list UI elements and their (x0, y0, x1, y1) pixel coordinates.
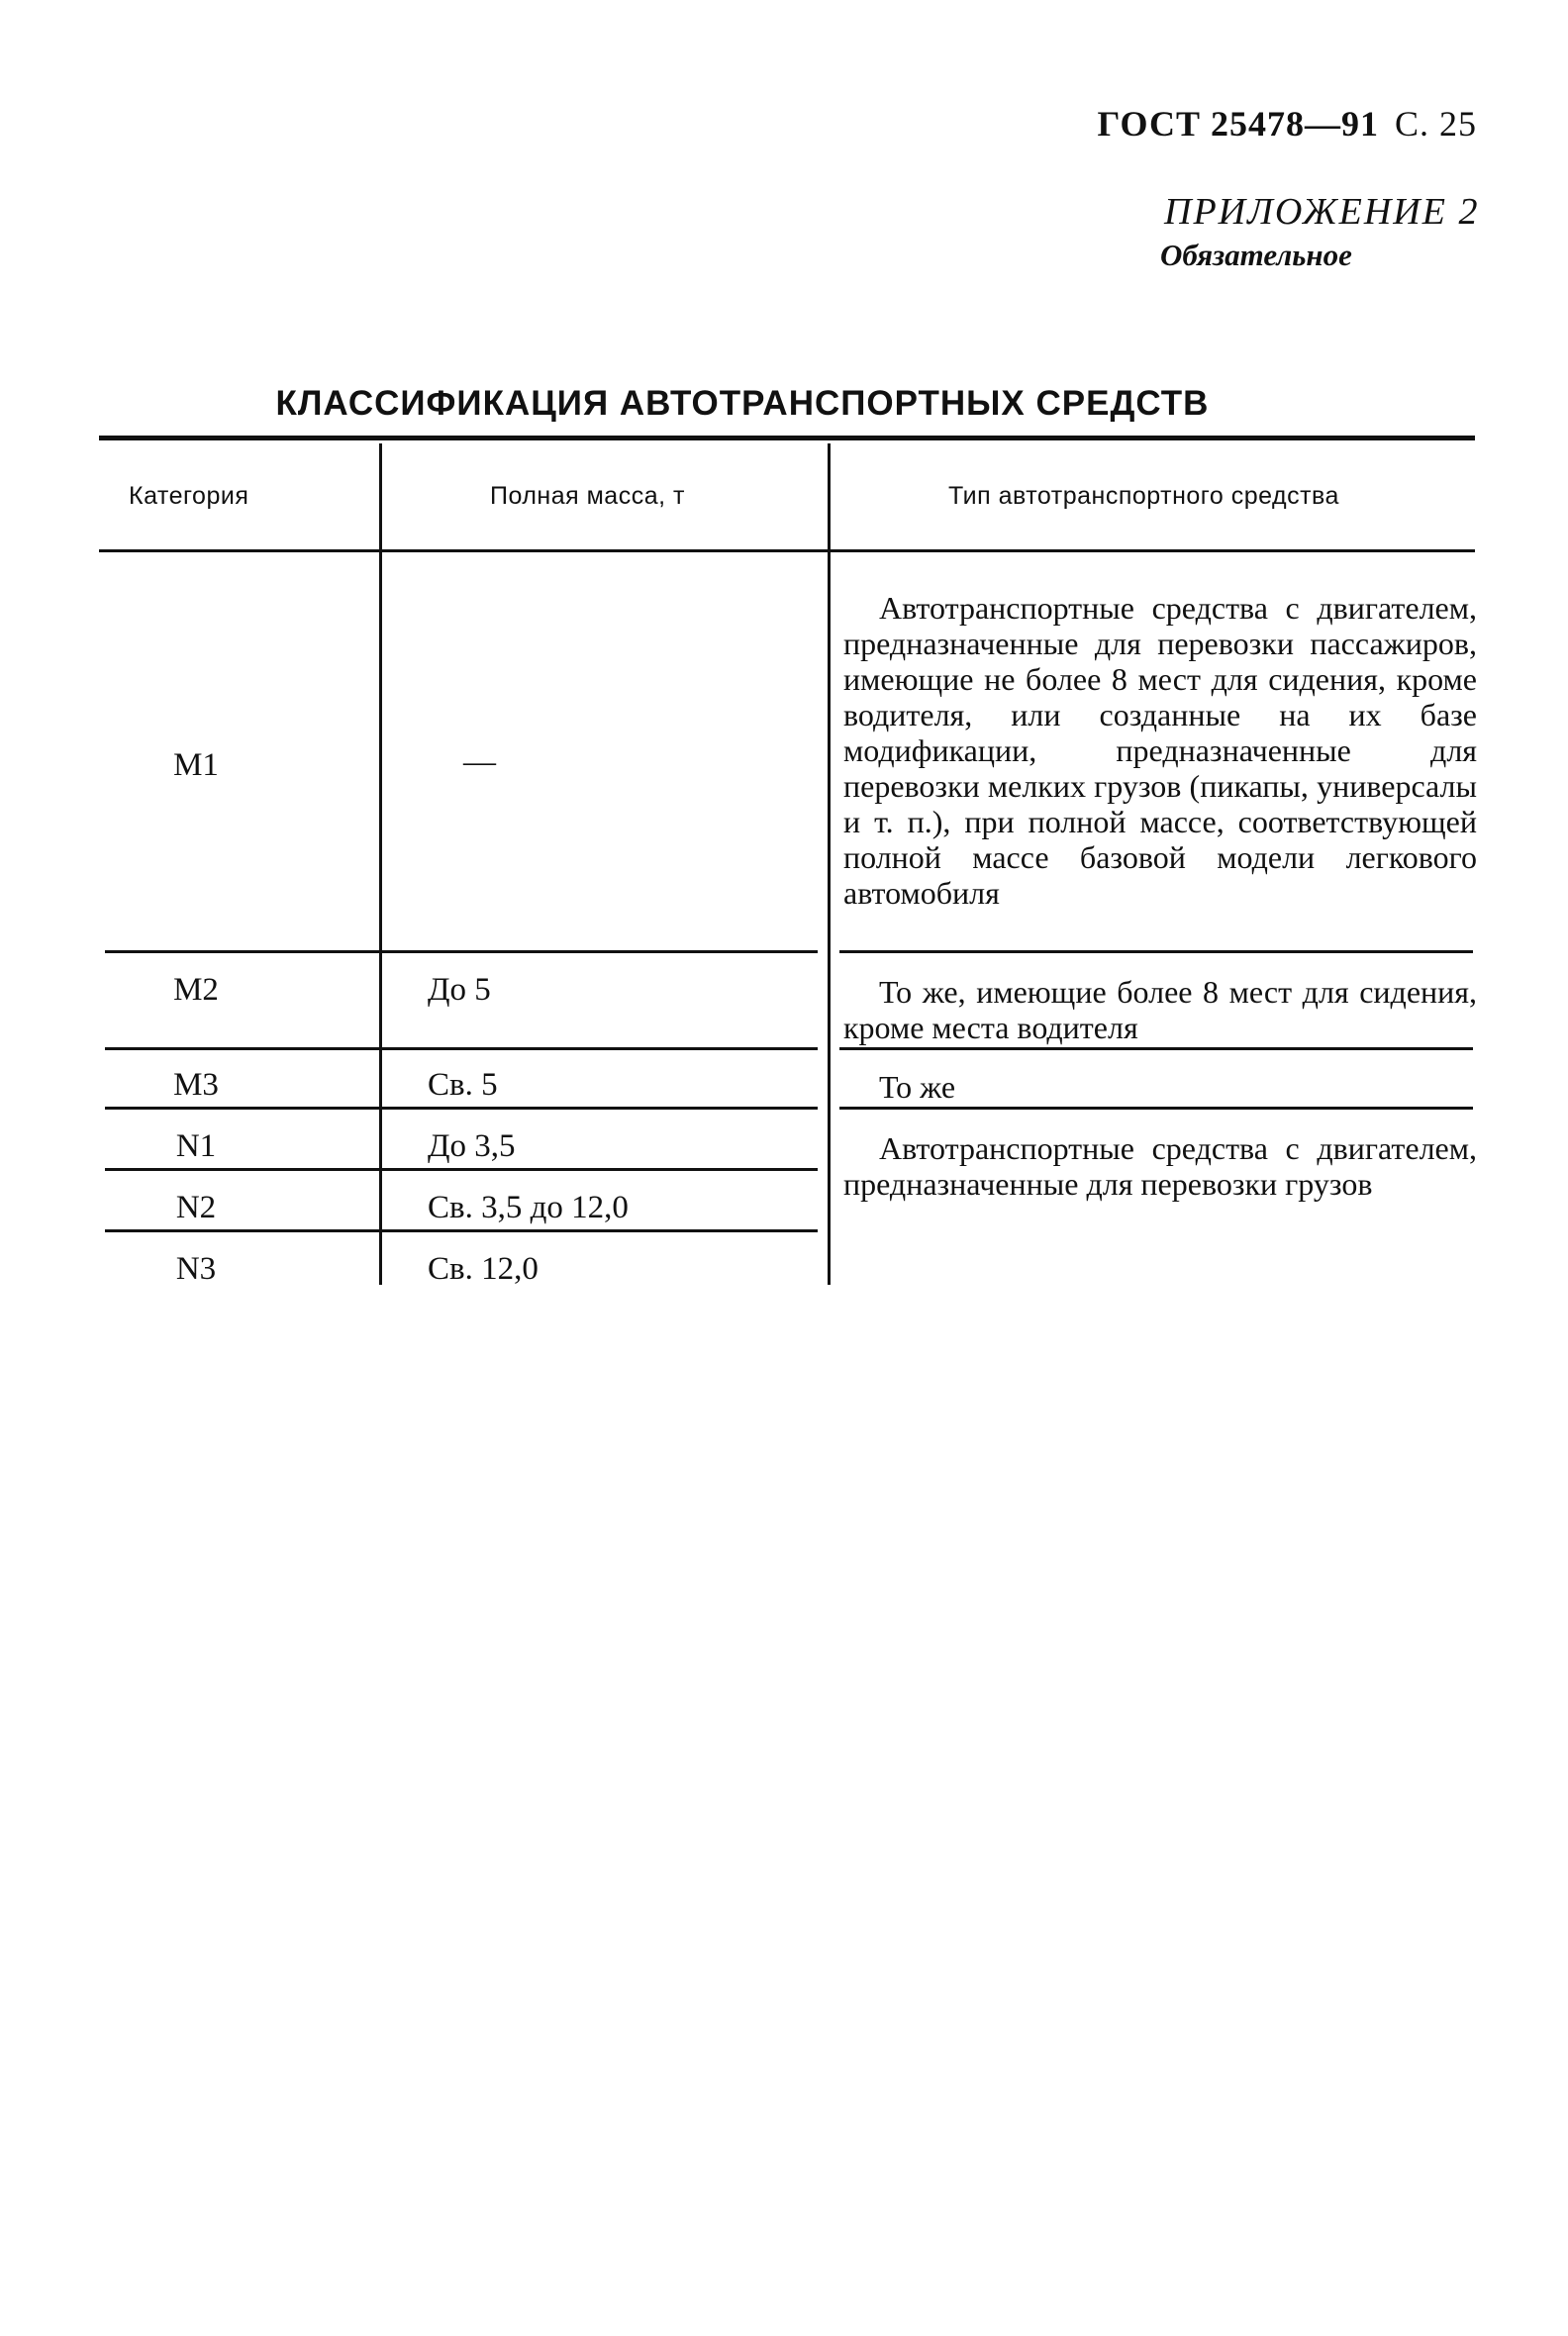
column-divider-2 (828, 443, 831, 1285)
appendix-status: Обязательное (1160, 238, 1352, 272)
table-row-n3-category: N3 (175, 1251, 217, 1287)
row-separator-m2-left (105, 1047, 818, 1050)
table-row-m3-type: То же (879, 1069, 956, 1105)
column-header-mass: Полная масса, т (490, 482, 685, 510)
column-header-type: Тип автотранспортного средства (948, 482, 1339, 510)
table-row-m2-category: M2 (173, 972, 219, 1008)
table-row-n1-mass: До 3,5 (428, 1128, 516, 1164)
row-separator-m3-left (105, 1107, 818, 1110)
row-separator-n1-left (105, 1168, 818, 1171)
table-row-m3-mass: Св. 5 (428, 1067, 498, 1103)
table-top-rule (99, 436, 1475, 440)
column-header-category: Категория (129, 482, 249, 510)
table-row-n3-mass: Св. 12,0 (428, 1251, 539, 1287)
table-row-n2-mass: Св. 3,5 до 12,0 (428, 1190, 629, 1225)
standard-number: ГОСТ 25478—91 (1097, 104, 1379, 144)
document-header (1098, 103, 1477, 145)
row-separator-m3-right (839, 1107, 1473, 1110)
table-row-n2-category: N2 (175, 1190, 217, 1225)
header-bottom-rule (99, 549, 1475, 552)
table-row-m3-category: M3 (173, 1067, 219, 1103)
table-row-m2-type: То же, имеющие более 8 мест для сидения, кроме места водителя (843, 974, 1477, 1045)
row-separator-m1-left (105, 950, 818, 953)
row-separator-m1-right (839, 950, 1473, 953)
table-row-m2-mass: До 5 (428, 972, 491, 1008)
table-row-m1-category: M1 (173, 747, 219, 783)
row-separator-n2-left (105, 1229, 818, 1232)
table-row-m1-type: Автотранспортные средства с двигателем, предназначенные для перевозки пассажиров, имеющие не более 8 мест для сидения, кроме водителя, или созданные на их базе модификации, предназначенные для перевозки мелких грузов (пикапы, универсалы и т. п.), при полной массе, соответствующей полной массе базовой модели легкового автомобиля (843, 590, 1477, 911)
table-row-n1-type: Автотранспортные средства с двигателем, предназначенные для перевозки грузов (843, 1130, 1477, 1202)
column-divider-1 (379, 443, 382, 1285)
table-title: КЛАССИФИКАЦИЯ АВТОТРАНСПОРТНЫХ СРЕДСТВ (275, 384, 1210, 423)
appendix-title: ПРИЛОЖЕНИЕ 2 (1164, 191, 1480, 233)
page-number: С. 25 (1394, 104, 1477, 144)
table-row-n1-category: N1 (175, 1128, 217, 1164)
table-row-m1-mass: — (463, 744, 496, 780)
row-separator-m2-right (839, 1047, 1473, 1050)
